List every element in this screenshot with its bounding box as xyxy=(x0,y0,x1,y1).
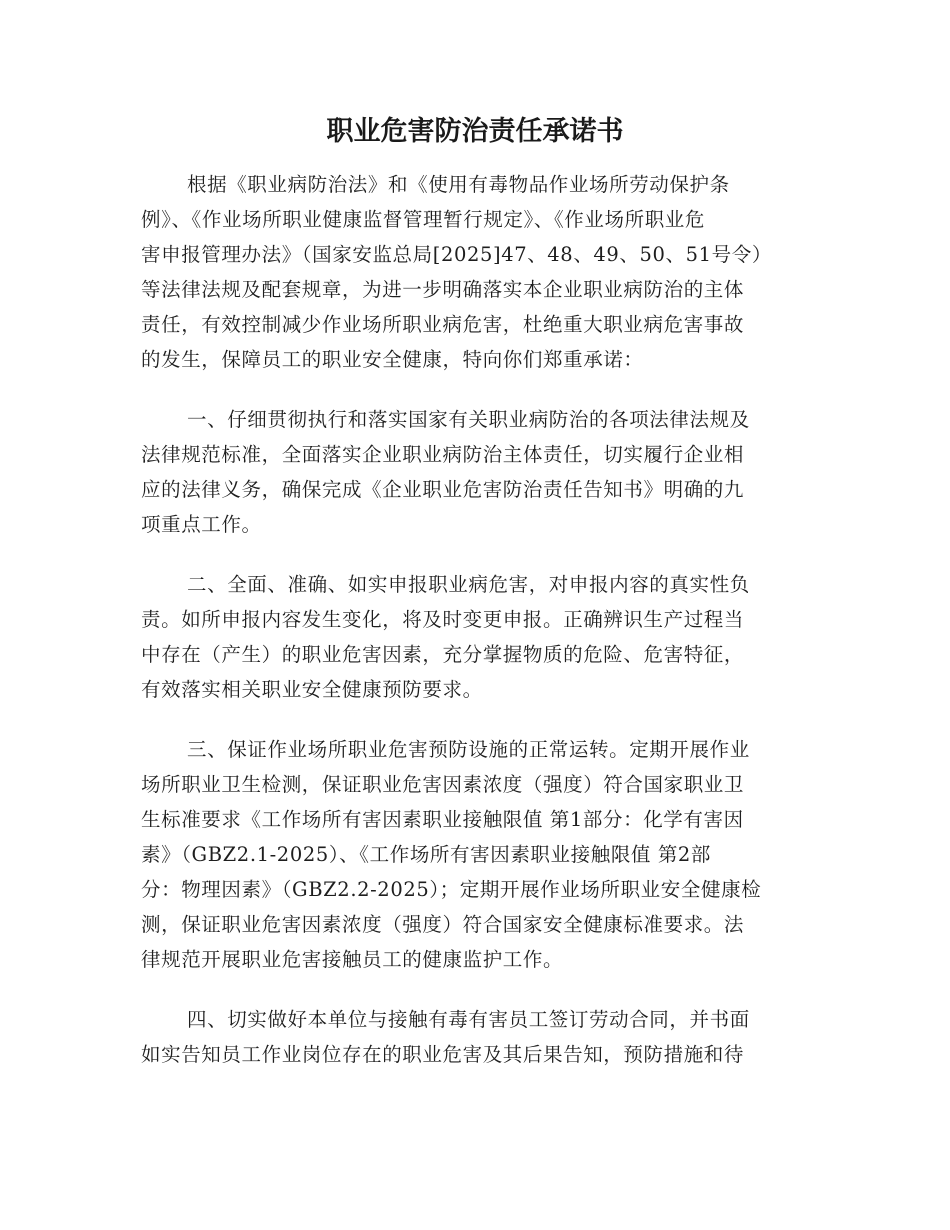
text-line: 责任，有效控制减少作业场所职业病危害，杜绝重大职业病危害事故 xyxy=(141,313,745,336)
text-line: 项重点工作。 xyxy=(141,513,262,536)
text-line: 的发生，保障员工的职业安全健康，特向你们郑重承诺： xyxy=(141,348,644,371)
text-line: 场所职业卫生检测，保证职业危害因素浓度（强度）符合国家职业卫 xyxy=(141,773,745,796)
text-line: 法律规范标准，全面落实企业职业病防治主体责任，切实履行企业相 xyxy=(141,443,745,466)
text-line: 分：物理因素》（GBZ2.2-2025）；定期开展作业场所职业安全健康检 xyxy=(141,878,762,901)
text-line: 例》、《作业场所职业健康监督管理暂行规定》、《作业场所职业危 xyxy=(141,208,706,231)
text-line: 一、仔细贯彻执行和落实国家有关职业病防治的各项法律法规及 xyxy=(187,408,750,431)
text-line: 应的法律义务，确保完成《企业职业危害防治责任告知书》明确的九 xyxy=(141,478,745,501)
text-line: 害申报管理办法》（国家安监总局[2025]47、48、49、50、51号令） xyxy=(141,243,772,266)
text-line: 二、全面、准确、如实申报职业病危害，对申报内容的真实性负 xyxy=(187,573,750,596)
text-line: 等法律法规及配套规章，为进一步明确落实本企业职业病防治的主体 xyxy=(141,278,745,301)
text-line: 律规范开展职业危害接触员工的健康监护工作。 xyxy=(141,948,564,971)
text-line: 如实告知员工作业岗位存在的职业危害及其后果告知，预防措施和待 xyxy=(141,1043,745,1066)
text-line: 素》（GBZ2.1-2025）、《工作场所有害因素职业接触限值 第2部 xyxy=(141,843,712,866)
text-line: 生标准要求《工作场所有害因素职业接触限值 第1部分：化学有害因 xyxy=(141,808,744,831)
text-line: 根据《职业病防治法》和《使用有毒物品作业场所劳动保护条 xyxy=(187,173,730,196)
text-line: 责。如所申报内容发生变化，将及时变更申报。正确辨识生产过程当 xyxy=(141,608,745,631)
document-title: 职业危害防治责任承诺书 xyxy=(326,116,624,147)
text-line: 三、保证作业场所职业危害预防设施的正常运转。定期开展作业 xyxy=(187,738,750,761)
text-line: 中存在（产生）的职业危害因素，充分掌握物质的危险、危害特征， xyxy=(141,643,745,666)
text-line: 测，保证职业危害因素浓度（强度）符合国家安全健康标准要求。法 xyxy=(141,913,745,936)
text-line: 有效落实相关职业安全健康预防要求。 xyxy=(141,678,483,701)
text-line: 四、切实做好本单位与接触有毒有害员工签订劳动合同，并书面 xyxy=(187,1008,750,1031)
